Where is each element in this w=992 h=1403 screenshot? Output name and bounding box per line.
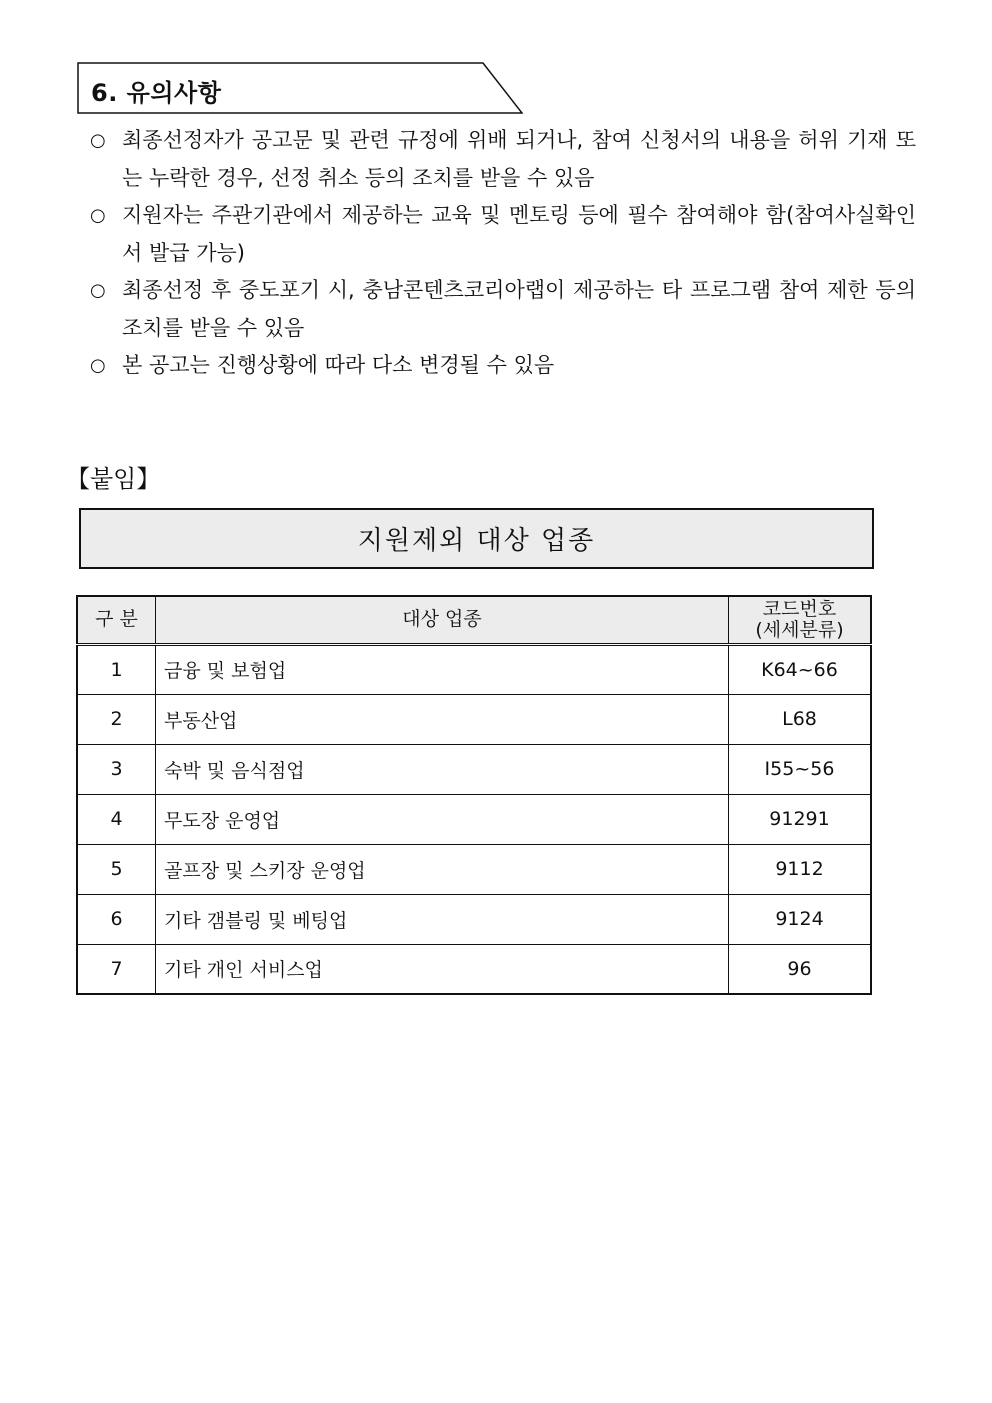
table-title: 지원제외 대상 업종 [357, 526, 596, 556]
table-row [77, 844, 871, 894]
note-text: 최종선정 후 중도포기 시, 충남콘텐츠코리아랩이 제공하는 타 프로그램 참여 제한 등의 조치를 받을 수 있음 [122, 278, 916, 340]
row-code: K64~66 [729, 644, 872, 694]
table-header-row [77, 596, 871, 644]
row-code: 9124 [729, 894, 872, 944]
row-no: 1 [77, 644, 156, 694]
table-row [77, 744, 871, 794]
circle-bullet-icon: ○ [90, 355, 106, 376]
table-title-box [79, 508, 874, 569]
row-industry: 금융 및 보험업 [156, 644, 729, 694]
table-row [77, 944, 871, 994]
row-code: L68 [729, 694, 872, 744]
row-code: 96 [729, 944, 872, 994]
row-code: 91291 [729, 794, 872, 844]
note-text: 최종선정자가 공고문 및 관련 규정에 위배 되거나, 참여 신청서의 내용을 허위 기재 또는 누락한 경우, 선정 취소 등의 조치를 받을 수 있음 [122, 128, 916, 190]
note-item [90, 122, 916, 197]
table-row [77, 694, 871, 744]
row-industry: 무도장 운영업 [156, 794, 729, 844]
header-no: 구 분 [77, 596, 156, 644]
circle-bullet-icon: ○ [90, 205, 106, 226]
note-item [90, 347, 916, 385]
row-industry: 기타 갬블링 및 베팅업 [156, 894, 729, 944]
table-row [77, 794, 871, 844]
circle-bullet-icon: ○ [90, 280, 106, 301]
row-no: 2 [77, 694, 156, 744]
note-text: 지원자는 주관기관에서 제공하는 교육 및 멘토링 등에 필수 참여해야 함(참여사실확인서 발급 가능) [122, 203, 916, 265]
circle-bullet-icon: ○ [90, 130, 106, 151]
table-header [77, 596, 871, 644]
note-item [90, 197, 916, 272]
row-no: 7 [77, 944, 156, 994]
table-row [77, 644, 871, 694]
note-item [90, 272, 916, 347]
row-industry: 기타 개인 서비스업 [156, 944, 729, 994]
attachment-label: 【붙임】 [66, 465, 161, 493]
note-text: 본 공고는 진행상황에 따라 다소 변경될 수 있음 [122, 353, 555, 377]
row-industry: 부동산업 [156, 694, 729, 744]
table-row [77, 894, 871, 944]
header-code-line1: 코드번호 [762, 597, 837, 620]
row-industry: 숙박 및 음식점업 [156, 744, 729, 794]
header-code [729, 596, 872, 644]
row-no: 3 [77, 744, 156, 794]
header-industry: 대상 업종 [156, 596, 729, 644]
row-code: 9112 [729, 844, 872, 894]
row-no: 5 [77, 844, 156, 894]
row-no: 4 [77, 794, 156, 844]
excluded-industries-table [76, 595, 872, 995]
notes-list [90, 122, 916, 385]
section-title: 6. 유의사항 [91, 79, 222, 107]
row-code: I55~56 [729, 744, 872, 794]
row-no: 6 [77, 894, 156, 944]
row-industry: 골프장 및 스키장 운영업 [156, 844, 729, 894]
table-body [77, 644, 871, 994]
header-code-line2: (세세분류) [755, 618, 844, 641]
section-header [77, 62, 523, 114]
